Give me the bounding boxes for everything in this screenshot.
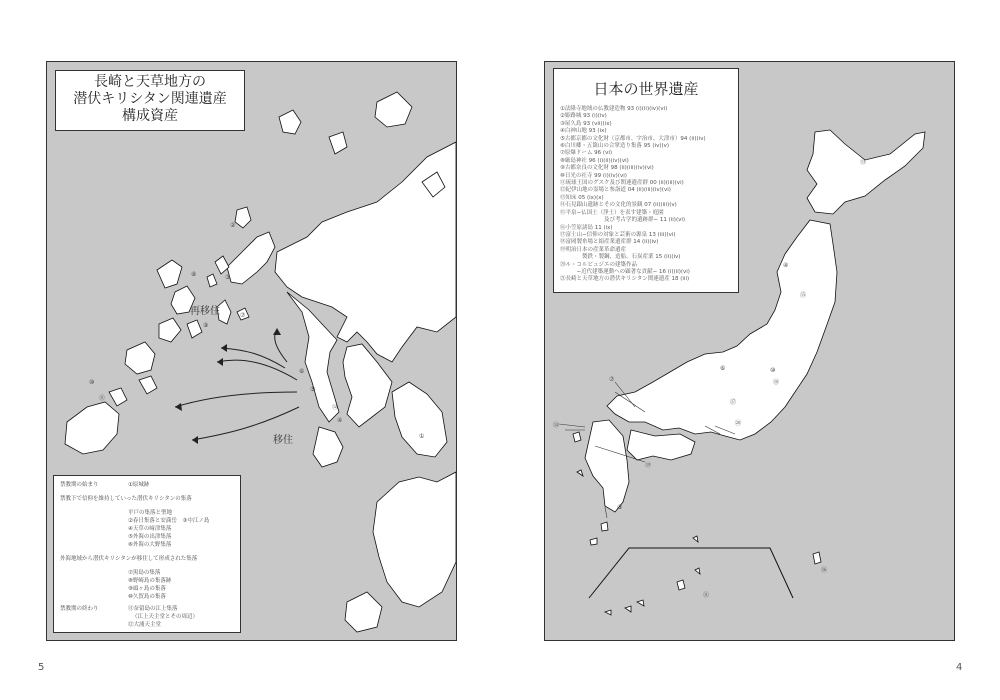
site-marker-13: ⑬ bbox=[860, 159, 867, 166]
heritage-item: ⑩日光の社寺 99 (i)(iv)(vi) bbox=[560, 172, 627, 179]
legend-item-8: ⑧野崎島の集落跡 bbox=[128, 578, 172, 584]
legend-item-11-note: （江上天主堂とその周辺） bbox=[132, 614, 199, 620]
title-line-2: 潜伏キリシタン関連遺産 bbox=[73, 91, 227, 107]
heritage-item: ⑱富岡製糸場と絹産業遺産群 14 (ii)(iv) bbox=[560, 239, 659, 246]
title-line-3: 構成資産 bbox=[122, 108, 178, 124]
japan-world-heritage-map bbox=[544, 61, 955, 641]
site-marker-5: ⑤ bbox=[310, 386, 316, 393]
legend-period-end: 禁教期の終わり bbox=[60, 606, 99, 612]
site-marker-10: ⑩ bbox=[770, 367, 776, 374]
heritage-item: ⑭石見銀山遺跡とその文化的景観 07 (ii)(iii)(v) bbox=[560, 202, 677, 209]
site-marker-20: ⑳ bbox=[735, 420, 742, 427]
heritage-item: ⑧厳島神社 96 (i)(ii)(iv)(vi) bbox=[560, 157, 629, 164]
site-marker-18: ⑱ bbox=[773, 379, 780, 386]
heritage-item: ⑤古都京都の文化財（京都市、宇治市、大津市）94 (ii)(iv) bbox=[560, 135, 706, 142]
title-line-1: 長崎と天草地方の bbox=[94, 74, 206, 90]
heritage-item: ⑨古都奈良の文化財 98 (ii)(iii)(iv)(vi) bbox=[560, 165, 654, 172]
legend-item-1: ①原城跡 bbox=[128, 482, 150, 488]
legend-item-6: ⑥外海の大野集落 bbox=[128, 542, 172, 548]
legend-item-5: ⑤外海の出津集落 bbox=[128, 534, 172, 540]
heritage-item: ⑥白川郷・五箇山の合掌造り集落 95 (iv)(v) bbox=[560, 143, 670, 150]
heritage-item: ①法隆寺地域の仏教建造物 93 (i)(ii)(iv)(vi) bbox=[560, 106, 668, 112]
heritage-list-box bbox=[553, 68, 739, 293]
legend-box bbox=[53, 475, 241, 633]
legend-hirado-heading: 平戸の集落と聖地 bbox=[128, 510, 173, 516]
site-marker-6: ⑥ bbox=[299, 368, 305, 375]
heritage-item: ⑬知床 05 (ix)(x) bbox=[560, 194, 604, 201]
right-page-number: 4 bbox=[956, 662, 963, 673]
site-marker-16: ⑯ bbox=[821, 567, 828, 574]
site-marker-15: ⑮ bbox=[800, 292, 807, 299]
legend-item-12: ⑫大浦天主堂 bbox=[128, 622, 162, 628]
legend-item-7: ⑦黒島の集落 bbox=[128, 570, 161, 576]
legend-item-9: ⑨頭ヶ島の集落 bbox=[128, 586, 166, 592]
site-marker-10: ⑩ bbox=[89, 379, 95, 386]
site-marker-4: ④ bbox=[783, 262, 789, 269]
heritage-item: ⑫紀伊山地の霊場と参詣道 04 (ii)(iii)(iv)(vi) bbox=[560, 187, 671, 194]
site-marker-11: ⑪ bbox=[703, 592, 710, 599]
map-title-box bbox=[55, 70, 245, 131]
heritage-item: ⑯小笠原諸島 11 (ix) bbox=[560, 224, 613, 231]
heritage-item: ⑰富士山−信仰の対象と芸術の源泉 13 (iii)(vi) bbox=[560, 231, 676, 238]
site-marker-7: ⑦ bbox=[609, 376, 615, 383]
heritage-item: ⑳ル・コルビュジエの建築作品 bbox=[560, 261, 638, 268]
site-marker-11: ⑪ bbox=[99, 395, 106, 402]
heritage-item: ②姫路城 93 (i)(iv) bbox=[560, 113, 607, 120]
heritage-item: 及び考古学的遺跡群− 11 (ii)(vi) bbox=[560, 217, 686, 224]
heritage-item: ⑲明治日本の産業革命遺産 bbox=[560, 246, 627, 253]
heritage-item: ⑪琉球王国のグスク及び関連遺産群 00 (ii)(iii)(vi) bbox=[560, 180, 684, 187]
legend-item-4: ④天草の﨑津集落 bbox=[128, 526, 172, 532]
site-marker-7: ⑦ bbox=[240, 312, 246, 319]
site-marker-14: ⑭ bbox=[553, 422, 560, 429]
heritage-item: ⑦原爆ドーム 96 (vi) bbox=[560, 150, 613, 157]
heritage-item: 製鉄・製鋼、造船、石炭産業 15 (ii)(iv) bbox=[560, 254, 681, 261]
legend-period-start: 禁教期の始まり bbox=[60, 482, 99, 488]
site-marker-3: ③ bbox=[617, 504, 623, 511]
heritage-item: ⑮平泉−仏国土（浄土）を表す建築・庭園 bbox=[560, 209, 664, 216]
heritage-title: 日本の世界遺産 bbox=[593, 80, 699, 98]
site-marker-4: ④ bbox=[337, 417, 343, 424]
site-marker-17: ⑰ bbox=[730, 399, 737, 406]
site-marker-12: ⑫ bbox=[332, 404, 339, 411]
legend-group-hidden-header: 禁教下で信仰を維持していった潜伏キリシタンの集落 bbox=[60, 496, 192, 502]
legend-item-10: ⑩久賀島の集落 bbox=[128, 594, 166, 600]
legend-item-11: ⑪奈留島の江上集落 bbox=[128, 606, 178, 612]
heritage-item: −近代建築運動への顕著な貢献− 16 (i)(ii)(vi) bbox=[560, 268, 690, 275]
site-marker-6: ⑥ bbox=[720, 365, 726, 372]
site-marker-1: ① bbox=[419, 433, 425, 440]
site-marker-3: ③ bbox=[225, 274, 231, 281]
heritage-list bbox=[560, 106, 738, 284]
left-page-number: 5 bbox=[38, 662, 45, 673]
heritage-item: ③屋久島 93 (vii)(ix) bbox=[560, 120, 612, 127]
site-marker-2: ② bbox=[230, 222, 236, 229]
heritage-item: ④白神山地 93 (ix) bbox=[560, 128, 607, 135]
heritage-item: ㉑長崎と天草地方の潜伏キリシタン関連遺産 18 (iii) bbox=[560, 276, 690, 283]
site-marker-19: ⑲ bbox=[645, 462, 652, 469]
legend-hirado-items: ②春日集落と安満岳 ③中江ノ島 bbox=[128, 518, 210, 524]
site-marker-9: ⑨ bbox=[203, 322, 209, 329]
legend-group-migrant-header: 外海地域から潜伏キリシタンが移住して形成された集落 bbox=[60, 556, 198, 562]
site-marker-8: ⑧ bbox=[191, 271, 197, 278]
nagasaki-amakusa-map bbox=[46, 61, 457, 641]
migration-label: 移住 bbox=[273, 435, 293, 446]
remigration-label: 再移住 bbox=[190, 306, 220, 317]
